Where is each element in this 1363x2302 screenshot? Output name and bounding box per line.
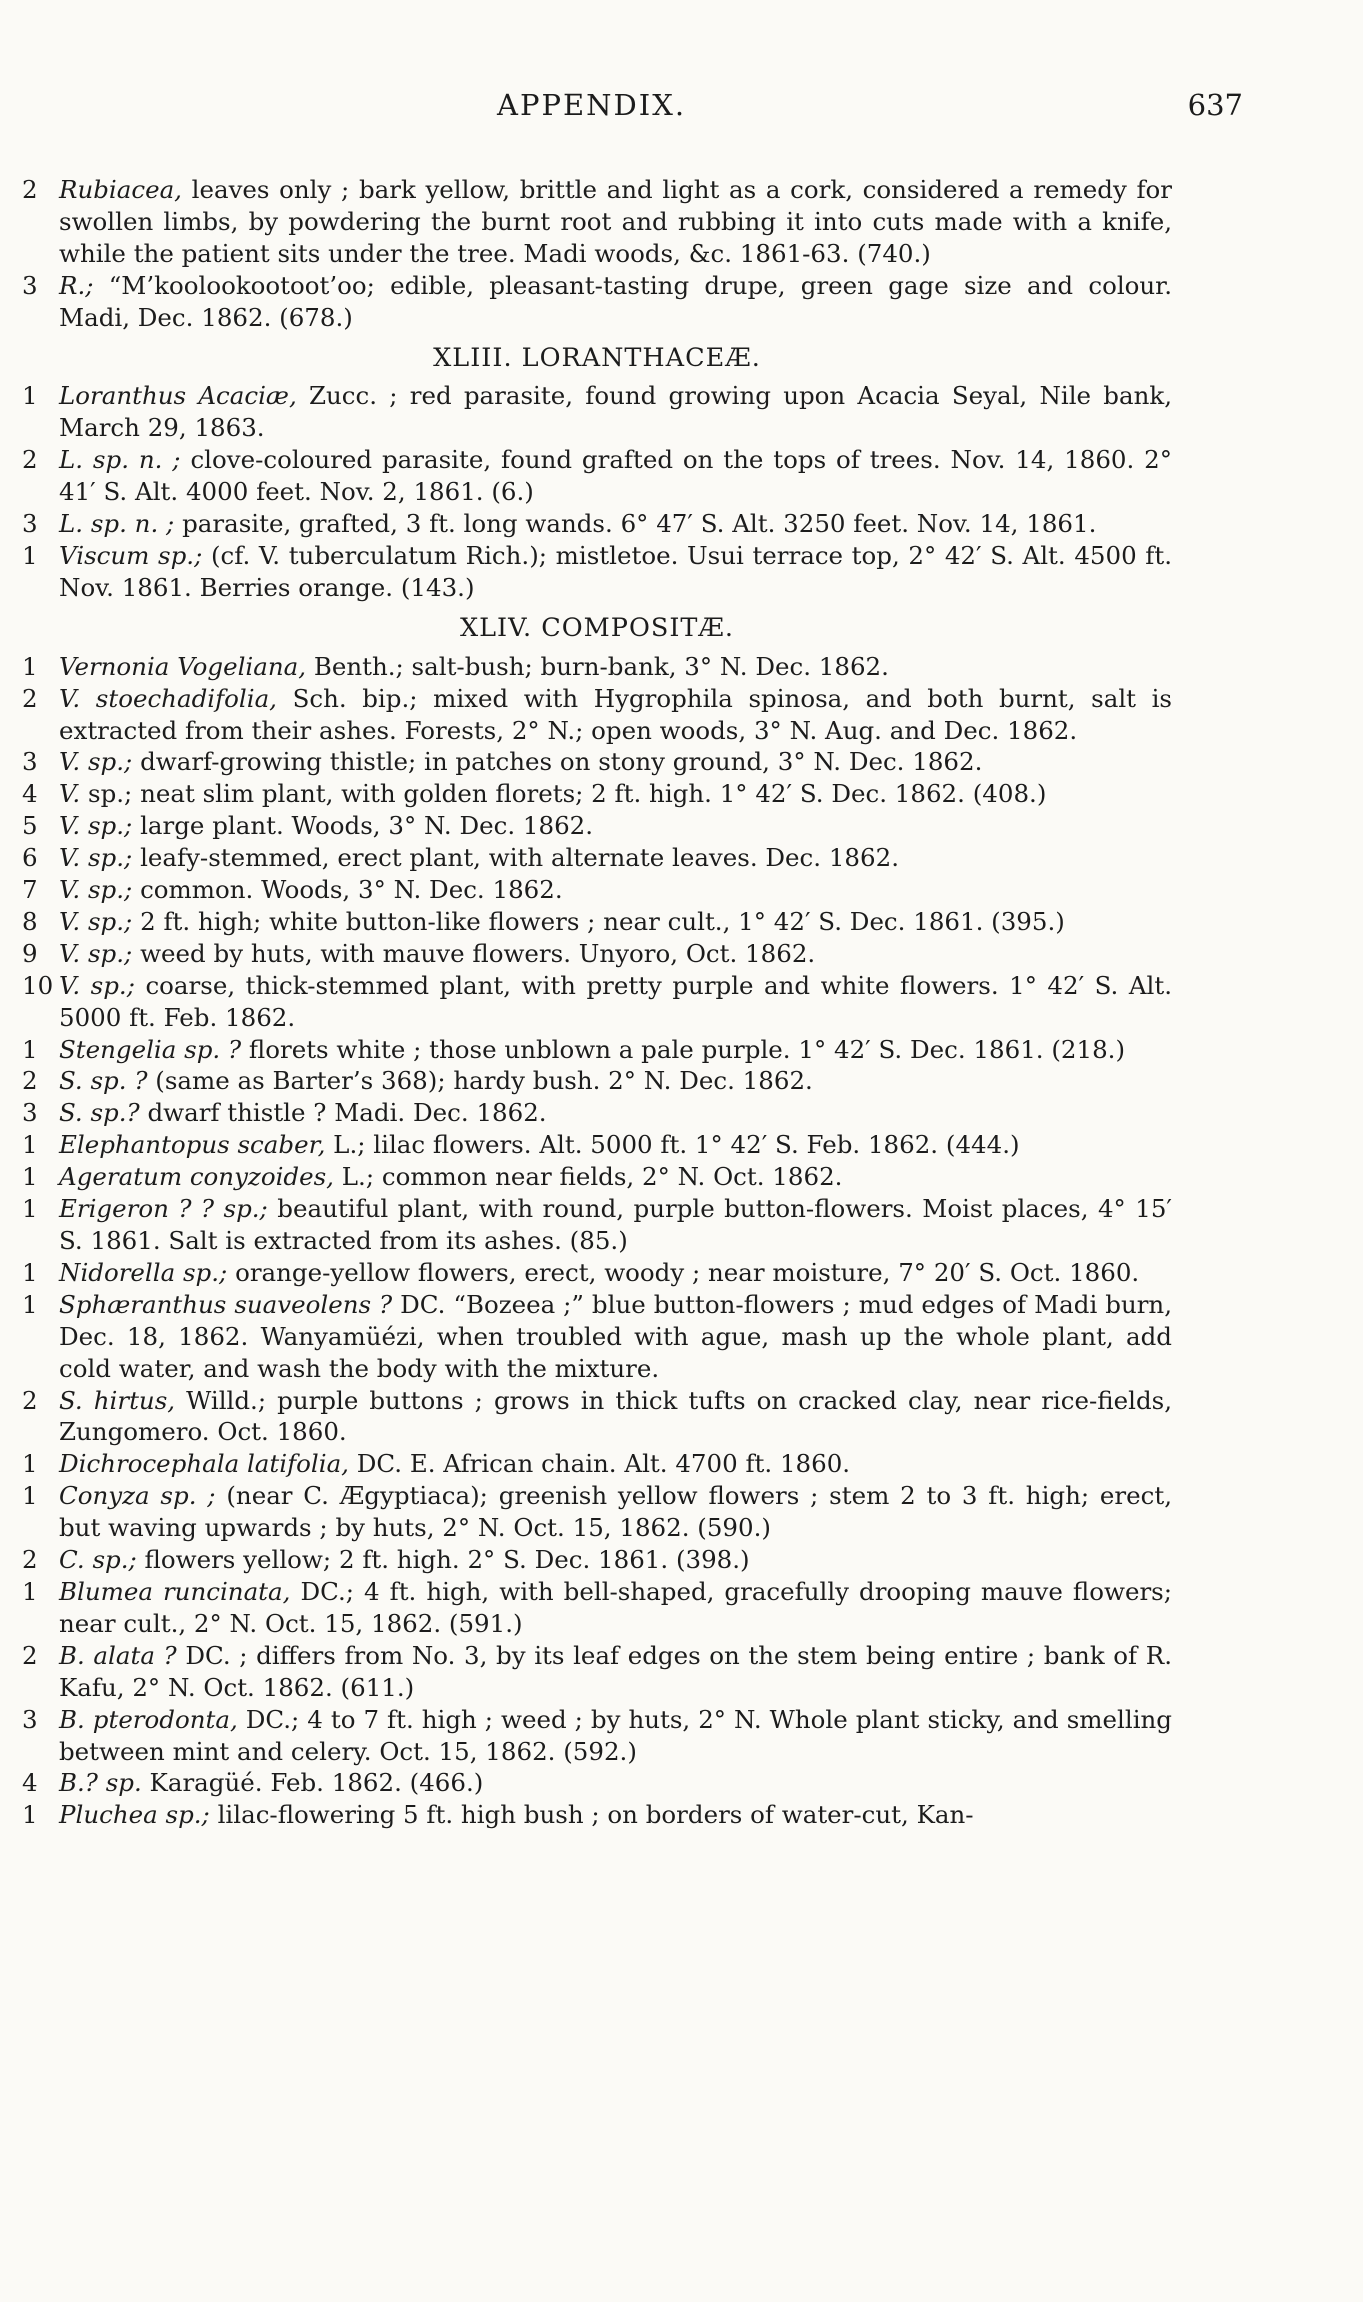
species-name: Erigeron ? ? sp.;: [59, 1194, 268, 1224]
species-entry: [22, 270, 1172, 334]
running-header: [497, 88, 1243, 132]
species-name: B. pterodonta,: [59, 1704, 238, 1734]
species-name: V. sp.;: [59, 970, 135, 1000]
entry-number: 2: [22, 445, 38, 475]
entry-number: 3: [22, 509, 38, 539]
species-name: S. sp. ?: [59, 1066, 148, 1096]
species-entry: [22, 1193, 1172, 1257]
entry-number: 2: [22, 683, 38, 713]
species-entry: [22, 444, 1172, 508]
page-number: 637: [1187, 88, 1243, 122]
entry-number: 5: [22, 811, 38, 841]
species-name: L. sp. n. ;: [59, 509, 175, 539]
entry-description: leafy-stemmed, erect plant, with alternate leaves. Dec. 1862.: [132, 843, 899, 873]
entry-description: DC. E. African chain. Alt. 4700 ft. 1860.: [348, 1449, 851, 1479]
entry-number: 2: [22, 1545, 38, 1575]
entry-number: 1: [22, 1481, 38, 1511]
entry-number: 3: [22, 270, 38, 300]
page-body: [22, 174, 1172, 1831]
entry-description: sp.; neat slim plant, with golden florets; 2 ft. high. 1° 42′ S. Dec. 1862. (408.): [80, 779, 1047, 809]
species-name: R.;: [59, 270, 94, 300]
entry-description: DC.; 4 ft. high, with bell-shaped, gracefully drooping mauve flowers; near cult., 2° N. Oct. 15, 1862. (591.): [59, 1576, 1172, 1638]
entry-description: Sch. bip.; mixed with Hygrophila spinosa, and both burnt, salt is extracted from their ashes. Forests, 2° N.; open woods, 3° N. Aug. and Dec. 1862.: [59, 683, 1172, 745]
species-name: Loranthus Acaciæ,: [59, 381, 297, 411]
entry-number: 2: [22, 1640, 38, 1670]
entry-number: 1: [22, 1449, 38, 1479]
species-name: Rubiacea,: [59, 175, 182, 204]
species-entry: [22, 874, 1172, 906]
entry-description: weed by huts, with mauve flowers. Unyoro, Oct. 1862.: [132, 938, 816, 968]
species-entry: [22, 508, 1172, 540]
species-entry: [22, 1576, 1172, 1640]
entry-description: Benth.; salt-bush; burn-bank, 3° N. Dec. 1862.: [306, 651, 889, 681]
species-name: B.? sp.: [59, 1768, 142, 1798]
entry-description: lilac-flowering 5 ft. high bush ; on borders of water-cut, Kan-: [209, 1800, 974, 1830]
entry-description: flowers yellow; 2 ft. high. 2° S. Dec. 1861. (398.): [136, 1545, 750, 1575]
species-entry: [22, 810, 1172, 842]
entry-number: 1: [22, 1576, 38, 1606]
entry-number: 1: [22, 1194, 38, 1224]
entry-description: common. Woods, 3° N. Dec. 1862.: [132, 875, 563, 905]
entry-description: parasite, grafted, 3 ft. long wands. 6° 47′ S. Alt. 3250 feet. Nov. 14, 1861.: [174, 509, 1097, 539]
species-entry: [22, 938, 1172, 970]
entry-description: DC. “Bozeea ;” blue button-flowers ; mud edges of Madi burn, Dec. 18, 1862. Wanyamüézi, when troubled with ague, mash up the whole plant, add cold water, and wash the body with the mixture.: [59, 1289, 1172, 1383]
species-name: Vernonia Vogeliana,: [59, 651, 307, 681]
entry-description: dwarf thistle ? Madi. Dec. 1862.: [139, 1098, 547, 1128]
entry-description: “M’koolookootoot’oo; edible, pleasant-tasting drupe, green gage size and colour. Madi, Dec. 1862. (678.): [59, 270, 1172, 332]
entry-description: DC. ; differs from No. 3, by its leaf edges on the stem being entire ; bank of R. Kafu, 2° N. Oct. 1862. (611.): [59, 1640, 1172, 1702]
entry-number: 8: [22, 906, 38, 936]
section-heading: XLIV. COMPOSITÆ.: [459, 612, 735, 643]
entry-description: large plant. Woods, 3° N. Dec. 1862.: [132, 811, 594, 841]
species-name: Blumea runcinata,: [59, 1576, 291, 1606]
entry-number: 4: [22, 779, 38, 809]
entry-number: 1: [22, 381, 38, 411]
species-name: S. hirtus,: [59, 1385, 176, 1415]
species-name: Ageratum conyzoides,: [59, 1162, 334, 1192]
entry-description: Karagüé. Feb. 1862. (466.): [141, 1768, 484, 1798]
entry-number: 1: [22, 540, 38, 570]
entry-number: 6: [22, 843, 38, 873]
entry-number: 3: [22, 1098, 38, 1128]
species-entry: [22, 1289, 1172, 1385]
species-name: V. sp.;: [59, 747, 133, 777]
entry-description: florets white ; those unblown a pale purple. 1° 42′ S. Dec. 1861. (218.): [241, 1034, 1126, 1064]
entry-number: 1: [22, 1034, 38, 1064]
entry-description: L.; lilac flowers. Alt. 5000 ft. 1° 42′ S. Feb. 1862. (444.): [325, 1130, 1020, 1160]
species-entry: [22, 1767, 1172, 1799]
entry-description: L.; common near fields, 2° N. Oct. 1862.: [333, 1162, 843, 1192]
species-entry: [22, 683, 1172, 747]
species-entry: [22, 1385, 1172, 1449]
species-entry: [22, 906, 1172, 938]
species-name: C. sp.;: [59, 1545, 137, 1575]
species-entry: [22, 1480, 1172, 1544]
species-entry: [22, 380, 1172, 444]
species-name: S. sp.?: [59, 1098, 140, 1128]
species-name: V.: [59, 779, 81, 809]
species-name: Nidorella sp.;: [59, 1257, 228, 1287]
entry-description: beautiful plant, with round, purple button-flowers. Moist places, 4° 15′ S. 1861. Salt is extracted from its ashes. (85.): [59, 1194, 1172, 1255]
entry-number: 2: [22, 175, 38, 204]
entry-description: coarse, thick-stemmed plant, with pretty purple and white flowers. 1° 42′ S. Alt. 5000 ft. Feb. 1862.: [59, 970, 1172, 1032]
species-name: Stengelia sp. ?: [59, 1034, 242, 1064]
species-name: V. sp.;: [59, 843, 133, 873]
species-entry: [22, 1640, 1172, 1704]
entry-description: (cf. V. tuberculatum Rich.); mistletoe. Usui terrace top, 2° 42′ S. Alt. 4500 ft. Nov. 1861. Berries orange. (143.): [59, 540, 1172, 602]
species-entry: [22, 174, 1172, 270]
entry-description: leaves only ; bark yellow, brittle and light as a cork, considered a remedy for swollen limbs, by powdering the burnt root and rubbing it into cuts made with a knife, while the patient sits under the tree. Madi woods, &c. 1861-63. (740.): [59, 175, 1172, 268]
entry-number: 2: [22, 1066, 38, 1096]
species-name: L. sp. n. ;: [59, 445, 181, 475]
species-entry: [22, 1034, 1172, 1066]
species-entry: [22, 651, 1172, 683]
species-name: V. sp.;: [59, 811, 133, 841]
entry-description: Willd.; purple buttons ; grows in thick tufts on cracked clay, near rice-fields, Zungomero. Oct. 1860.: [59, 1385, 1172, 1447]
species-name: V. sp.;: [59, 875, 133, 905]
entry-description: 2 ft. high; white button-like flowers ; near cult., 1° 42′ S. Dec. 1861. (395.): [132, 906, 1065, 936]
entry-number: 2: [22, 1385, 38, 1415]
entry-description: dwarf-growing thistle; in patches on stony ground, 3° N. Dec. 1862.: [132, 747, 983, 777]
species-entry: [22, 1097, 1172, 1129]
running-title: APPENDIX.: [497, 88, 687, 122]
species-name: B. alata ?: [59, 1640, 177, 1670]
species-entry: [22, 1257, 1172, 1289]
entry-number: 3: [22, 1704, 38, 1734]
entry-number: 1: [22, 1289, 38, 1319]
entry-description: DC.; 4 to 7 ft. high ; weed ; by huts, 2° N. Whole plant sticky, and smelling between mint and celery. Oct. 15, 1862. (592.): [59, 1704, 1172, 1766]
entry-number: 7: [22, 875, 38, 905]
entry-description: (near C. Ægyptiaca); greenish yellow flowers ; stem 2 to 3 ft. high; erect, but waving upwards ; by huts, 2° N. Oct. 15, 1862. (590.): [59, 1481, 1172, 1543]
entry-number: 3: [22, 747, 38, 777]
entry-description: orange-yellow flowers, erect, woody ; near moisture, 7° 20′ S. Oct. 1860.: [227, 1257, 1140, 1287]
entry-number: 9: [22, 938, 38, 968]
species-name: Elephantopus scaber,: [59, 1130, 326, 1160]
species-name: Dichrocephala latifolia,: [59, 1449, 349, 1479]
entry-description: clove-coloured parasite, found grafted on the tops of trees. Nov. 14, 1860. 2° 41′ S. Alt. 4000 feet. Nov. 2, 1861. (6.): [59, 445, 1172, 507]
species-name: Sphæranthus suaveolens ?: [59, 1289, 393, 1319]
species-entry: [22, 746, 1172, 778]
entry-number: 4: [22, 1768, 38, 1798]
section-heading: XLIII. LORANTHACEÆ.: [433, 342, 761, 373]
species-entry: [22, 540, 1172, 604]
entry-number: 1: [22, 1130, 38, 1160]
entry-number: 10: [22, 970, 54, 1000]
species-name: Pluchea sp.;: [59, 1800, 210, 1830]
entry-number: 1: [22, 1162, 38, 1192]
species-entry: [22, 778, 1172, 810]
species-entry: [22, 1129, 1172, 1161]
species-name: V. sp.;: [59, 938, 133, 968]
species-name: Conyza sp. ;: [59, 1481, 216, 1511]
species-entry: [22, 970, 1172, 1034]
entry-description: Zucc. ; red parasite, found growing upon Acacia Seyal, Nile bank, March 29, 1863.: [59, 381, 1172, 443]
species-entry: [22, 1799, 1172, 1831]
species-entry: [22, 1544, 1172, 1576]
entry-number: 1: [22, 1257, 38, 1287]
entry-number: 1: [22, 651, 38, 681]
species-entry: [22, 1065, 1172, 1097]
species-entry: [22, 1161, 1172, 1193]
species-name: V. stoechadifolia,: [59, 683, 277, 713]
entry-number: 1: [22, 1800, 38, 1830]
species-entry: [22, 1704, 1172, 1768]
entry-description: (same as Barter’s 368); hardy bush. 2° N. Dec. 1862.: [147, 1066, 813, 1096]
species-entry: [22, 842, 1172, 874]
species-name: Viscum sp.;: [59, 540, 203, 570]
species-entry: [22, 1448, 1172, 1480]
species-name: V. sp.;: [59, 906, 133, 936]
